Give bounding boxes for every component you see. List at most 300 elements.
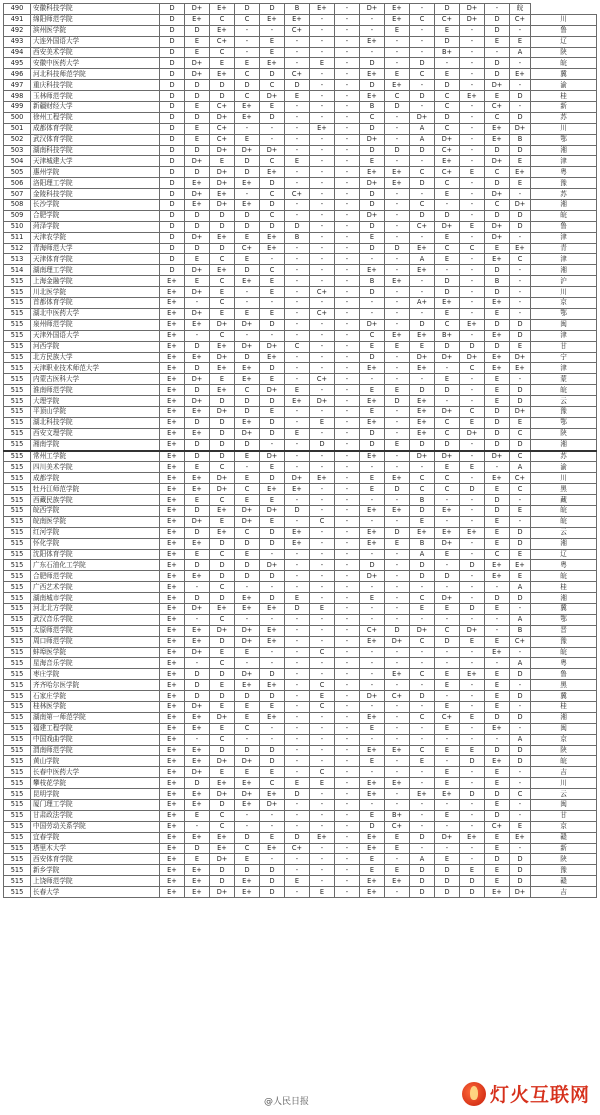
grade-cell: E [460, 636, 485, 647]
grade-cell: E [485, 832, 510, 843]
grade-cell: C [435, 319, 460, 330]
table-row [4, 680, 597, 691]
rank-cell: 515 [4, 810, 31, 821]
grade-cell: D [485, 505, 510, 516]
grade-cell: E+ [160, 887, 185, 898]
grade-cell: - [510, 265, 531, 276]
province-cell: 黑 [531, 680, 597, 691]
table-row [4, 156, 597, 167]
grade-cell: - [285, 625, 310, 636]
grade-cell: E+ [360, 505, 385, 516]
grade-cell: E+ [185, 538, 210, 549]
grade-cell: E [485, 767, 510, 778]
university-name-cell: 洛阳理工学院 [31, 178, 160, 189]
university-name-cell: 广东石油化工学院 [31, 560, 160, 571]
grade-cell: E+ [235, 374, 260, 385]
grade-cell: D+ [460, 352, 485, 363]
university-name-cell: 金陵科技学院 [31, 189, 160, 200]
grade-cell: E+ [160, 571, 185, 582]
grade-cell: - [310, 102, 335, 113]
grade-cell: E+ [410, 243, 435, 254]
grade-cell: C [235, 14, 260, 25]
grade-cell: E [485, 669, 510, 680]
rank-cell: 511 [4, 232, 31, 243]
grade-cell: E+ [360, 636, 385, 647]
grade-cell: - [310, 69, 335, 80]
grade-cell: E [385, 843, 410, 854]
grade-cell: C+ [310, 287, 335, 298]
grade-cell: D [385, 625, 410, 636]
grade-cell: - [510, 702, 531, 713]
grade-cell: D+ [260, 385, 285, 396]
grade-cell: - [285, 756, 310, 767]
grade-cell: - [335, 462, 360, 473]
grade-cell: E [460, 167, 485, 178]
grade-cell: E [485, 865, 510, 876]
grade-cell: D+ [210, 854, 235, 865]
grade-cell: C [210, 810, 235, 821]
grade-cell: D+ [210, 112, 235, 123]
grade-cell: D [435, 276, 460, 287]
grade-cell: - [235, 462, 260, 473]
grade-cell: - [335, 232, 360, 243]
grade-cell: - [385, 298, 410, 309]
grade-cell: - [335, 4, 360, 15]
grade-cell: E+ [485, 647, 510, 658]
grade-cell: - [485, 462, 510, 473]
grade-cell: - [310, 614, 335, 625]
grade-cell: - [485, 582, 510, 593]
grade-cell: - [285, 406, 310, 417]
grade-cell: - [460, 658, 485, 669]
grade-cell: E [510, 341, 531, 352]
grade-cell: D+ [210, 789, 235, 800]
grade-cell: - [335, 625, 360, 636]
grade-cell: D [510, 876, 531, 887]
grade-cell: E+ [210, 527, 235, 538]
table-row [4, 178, 597, 189]
grade-cell: D [510, 319, 531, 330]
grade-cell: E+ [160, 658, 185, 669]
rank-cell: 515 [4, 495, 31, 506]
grade-cell: - [435, 647, 460, 658]
grade-cell: - [410, 287, 435, 298]
grade-cell: - [460, 156, 485, 167]
grade-cell: E [485, 527, 510, 538]
rank-cell: 515 [4, 691, 31, 702]
grade-cell: E+ [485, 363, 510, 374]
grade-cell: - [460, 330, 485, 341]
grade-cell: E+ [360, 363, 385, 374]
grade-cell: - [310, 298, 335, 309]
grade-cell: - [385, 210, 410, 221]
grade-cell: D [185, 778, 210, 789]
grade-cell: D [510, 745, 531, 756]
grade-cell: D [460, 603, 485, 614]
grade-cell: - [385, 549, 410, 560]
university-name-cell: 甘肃政法学院 [31, 810, 160, 821]
table-row [4, 800, 597, 811]
grade-cell: - [360, 658, 385, 669]
table-row [4, 516, 597, 527]
grade-cell: D [160, 265, 185, 276]
grade-cell: - [360, 254, 385, 265]
grade-cell: E [460, 221, 485, 232]
grade-cell: - [310, 712, 335, 723]
source-label: @人民日报 [262, 1094, 311, 1107]
grade-cell: C+ [285, 25, 310, 36]
grade-cell: - [310, 178, 335, 189]
province-cell: 京 [531, 821, 597, 832]
grade-cell: D [160, 14, 185, 25]
grade-cell: C [235, 91, 260, 102]
grade-cell: E+ [185, 319, 210, 330]
province-cell: 川 [531, 14, 597, 25]
province-cell: 津 [531, 363, 597, 374]
grade-cell: E+ [185, 876, 210, 887]
grade-cell: E+ [160, 832, 185, 843]
grade-cell: C [510, 789, 531, 800]
grade-cell: E+ [235, 112, 260, 123]
grade-cell: - [460, 680, 485, 691]
grade-cell: - [510, 25, 531, 36]
grade-cell: E+ [160, 428, 185, 439]
grade-cell: E [435, 25, 460, 36]
grade-cell: D+ [410, 352, 435, 363]
grade-cell: D+ [210, 145, 235, 156]
grade-cell: D [160, 178, 185, 189]
grade-cell: - [285, 516, 310, 527]
grade-cell: E+ [460, 832, 485, 843]
province-cell: 渝 [531, 80, 597, 91]
grade-cell: D+ [485, 156, 510, 167]
grade-cell: E+ [160, 341, 185, 352]
province-cell: 川 [531, 473, 597, 484]
table-row [4, 167, 597, 178]
grade-cell: - [510, 495, 531, 506]
grade-cell: D+ [485, 451, 510, 462]
grade-cell: D [510, 330, 531, 341]
grade-cell: C+ [410, 221, 435, 232]
grade-cell: - [460, 210, 485, 221]
grade-cell: B+ [435, 47, 460, 58]
grade-cell: - [285, 451, 310, 462]
grade-cell: E+ [210, 603, 235, 614]
grade-cell: C [210, 47, 235, 58]
university-name-cell: 红河学院 [31, 527, 160, 538]
grade-cell: - [410, 4, 435, 15]
grade-cell: E [235, 451, 260, 462]
grade-cell: E [260, 276, 285, 287]
grade-cell: D [285, 603, 310, 614]
grade-cell: C [410, 14, 435, 25]
grade-cell: C+ [510, 636, 531, 647]
table-row [4, 887, 597, 898]
grade-cell: D [460, 756, 485, 767]
rank-cell: 512 [4, 243, 31, 254]
rank-cell: 515 [4, 560, 31, 571]
grade-cell: C+ [210, 36, 235, 47]
grade-cell: C+ [210, 102, 235, 113]
grade-cell: E [210, 156, 235, 167]
grade-cell: D+ [210, 625, 235, 636]
grade-cell: - [310, 636, 335, 647]
table-row [4, 702, 597, 713]
grade-cell: E+ [360, 451, 385, 462]
grade-cell: - [335, 593, 360, 604]
grade-cell: - [335, 658, 360, 669]
grade-cell: D+ [510, 200, 531, 211]
grade-cell: E+ [160, 516, 185, 527]
grade-cell: C [460, 243, 485, 254]
grade-cell: E [310, 58, 335, 69]
grade-cell: - [435, 265, 460, 276]
rank-cell: 515 [4, 571, 31, 582]
table-row [4, 756, 597, 767]
rank-cell: 515 [4, 462, 31, 473]
grade-cell: E [185, 36, 210, 47]
grade-cell: - [310, 582, 335, 593]
grade-cell: D [235, 4, 260, 15]
grade-cell: D [385, 396, 410, 407]
university-name-cell: 中国戏曲学院 [31, 734, 160, 745]
grade-cell: E [285, 778, 310, 789]
grade-cell: D [235, 832, 260, 843]
grade-cell: - [235, 582, 260, 593]
grade-cell: D [260, 319, 285, 330]
grade-cell: E+ [260, 603, 285, 614]
grade-cell: - [435, 58, 460, 69]
grade-cell: E [260, 406, 285, 417]
grade-cell: E [235, 308, 260, 319]
grade-cell: D+ [260, 560, 285, 571]
table-row [4, 560, 597, 571]
grade-cell: - [410, 702, 435, 713]
grade-cell: - [385, 189, 410, 200]
grade-cell: E+ [360, 745, 385, 756]
grade-cell: D [210, 210, 235, 221]
university-name-cell: 湖南科技学院 [31, 145, 160, 156]
grade-cell: - [360, 647, 385, 658]
grade-cell: B [285, 4, 310, 15]
grade-cell: - [335, 614, 360, 625]
grade-cell: D [185, 593, 210, 604]
grade-cell: - [335, 363, 360, 374]
grade-cell: E [185, 254, 210, 265]
grade-cell: - [310, 80, 335, 91]
grade-cell: D [210, 800, 235, 811]
grade-cell: - [260, 439, 285, 450]
grade-cell: E+ [160, 789, 185, 800]
grade-cell: E [235, 854, 260, 865]
grade-cell: E+ [160, 374, 185, 385]
university-name-cell: 四川美术学院 [31, 462, 160, 473]
grade-cell: - [310, 232, 335, 243]
grade-cell: - [335, 243, 360, 254]
grade-cell: D [185, 221, 210, 232]
province-cell: 冀 [531, 69, 597, 80]
grade-cell: - [385, 593, 410, 604]
grade-cell: - [310, 112, 335, 123]
grade-cell: E [510, 156, 531, 167]
rank-cell: 494 [4, 47, 31, 58]
table-row [4, 4, 597, 15]
grade-cell: E+ [185, 832, 210, 843]
grade-cell: - [385, 308, 410, 319]
grade-cell: - [510, 58, 531, 69]
grade-cell: E+ [235, 417, 260, 428]
grade-cell: E+ [385, 4, 410, 15]
grade-cell: C [435, 91, 460, 102]
grade-cell: - [285, 276, 310, 287]
grade-cell: C [410, 636, 435, 647]
grade-cell: E [510, 505, 531, 516]
grade-cell: C [460, 406, 485, 417]
grade-cell: - [235, 658, 260, 669]
grade-cell: - [335, 843, 360, 854]
university-name-cell: 湖南城市学院 [31, 593, 160, 604]
rank-cell: 515 [4, 516, 31, 527]
grade-cell: E+ [410, 527, 435, 538]
grade-cell: - [310, 36, 335, 47]
rank-cell: 507 [4, 189, 31, 200]
grade-cell: - [185, 582, 210, 593]
grade-cell: - [285, 702, 310, 713]
province-cell: 甘 [531, 341, 597, 352]
grade-cell: - [335, 778, 360, 789]
grade-cell: - [285, 810, 310, 821]
grade-cell: - [310, 47, 335, 58]
grade-cell: D+ [185, 702, 210, 713]
grade-cell: E [310, 417, 335, 428]
grade-cell: E+ [160, 680, 185, 691]
grade-cell: E [485, 636, 510, 647]
grade-cell: - [235, 47, 260, 58]
grade-cell: D+ [360, 178, 385, 189]
grade-cell: D [235, 156, 260, 167]
grade-cell: - [385, 352, 410, 363]
grade-cell: D [410, 571, 435, 582]
grade-cell: D+ [260, 800, 285, 811]
province-cell: 闽 [531, 800, 597, 811]
university-name-cell: 周口师范学院 [31, 636, 160, 647]
grade-cell: - [235, 734, 260, 745]
grade-cell: E+ [260, 352, 285, 363]
grade-cell: - [285, 691, 310, 702]
grade-cell: D+ [185, 767, 210, 778]
grade-cell: E [360, 723, 385, 734]
university-name-cell: 沈阳体育学院 [31, 549, 160, 560]
province-cell: 川 [531, 287, 597, 298]
watermark-text: 灯火互联网 [489, 1084, 590, 1106]
grade-cell: - [385, 47, 410, 58]
grade-cell: - [310, 330, 335, 341]
grade-cell: - [360, 800, 385, 811]
grade-cell: - [335, 145, 360, 156]
grade-cell: E [185, 854, 210, 865]
grade-cell: D [210, 636, 235, 647]
grade-cell: D [485, 810, 510, 821]
grade-cell: - [335, 254, 360, 265]
grade-cell: E+ [235, 778, 260, 789]
grade-cell: D [410, 145, 435, 156]
grade-cell: C [210, 821, 235, 832]
grade-cell: E+ [360, 876, 385, 887]
rank-cell: 515 [4, 374, 31, 385]
grade-cell: - [285, 265, 310, 276]
university-name-cell: 惠州学院 [31, 167, 160, 178]
grade-cell: E [435, 854, 460, 865]
grade-cell: - [385, 800, 410, 811]
grade-cell: D [460, 789, 485, 800]
grade-cell: E+ [260, 14, 285, 25]
grade-cell: D [510, 439, 531, 450]
grade-cell: C [510, 451, 531, 462]
province-cell: 豫 [531, 406, 597, 417]
university-name-cell: 渭南师范学院 [31, 745, 160, 756]
grade-cell: - [385, 265, 410, 276]
grade-cell: - [335, 319, 360, 330]
grade-cell: - [385, 854, 410, 865]
grade-cell: - [410, 189, 435, 200]
grade-cell: - [460, 516, 485, 527]
grade-cell: - [335, 58, 360, 69]
grade-cell: - [235, 25, 260, 36]
grade-cell: - [285, 134, 310, 145]
grade-cell: C [210, 582, 235, 593]
grade-cell: D+ [185, 4, 210, 15]
rank-cell: 515 [4, 832, 31, 843]
province-cell: 桂 [531, 702, 597, 713]
grade-cell: E [485, 374, 510, 385]
table-row [4, 495, 597, 506]
rank-cell: 515 [4, 593, 31, 604]
grade-cell: D [485, 789, 510, 800]
grade-cell: D [235, 210, 260, 221]
province-cell: 津 [531, 156, 597, 167]
grade-cell: D+ [185, 69, 210, 80]
grade-cell: - [460, 25, 485, 36]
grade-cell: - [285, 800, 310, 811]
province-cell: 皖 [531, 58, 597, 69]
rank-cell: 506 [4, 178, 31, 189]
university-name-cell: 成都体育学院 [31, 123, 160, 134]
grade-cell: - [310, 756, 335, 767]
rank-cell: 515 [4, 658, 31, 669]
grade-cell: - [285, 374, 310, 385]
grade-cell: C [435, 243, 460, 254]
grade-cell: D [485, 178, 510, 189]
grade-cell: E+ [385, 745, 410, 756]
grade-cell: C+ [310, 308, 335, 319]
grade-cell: E+ [160, 527, 185, 538]
grade-cell: - [285, 254, 310, 265]
rank-cell: 515 [4, 865, 31, 876]
grade-cell: - [460, 178, 485, 189]
grade-cell: D [285, 80, 310, 91]
grade-cell: E+ [410, 363, 435, 374]
grade-cell: E [485, 385, 510, 396]
university-name-cell: 常州工学院 [31, 451, 160, 462]
grade-cell: - [335, 123, 360, 134]
grade-cell: - [460, 189, 485, 200]
grade-cell: - [285, 210, 310, 221]
grade-cell: D+ [310, 396, 335, 407]
grade-cell: D+ [235, 516, 260, 527]
grade-cell: D [160, 80, 185, 91]
grade-cell: E [260, 767, 285, 778]
grade-cell: - [460, 778, 485, 789]
